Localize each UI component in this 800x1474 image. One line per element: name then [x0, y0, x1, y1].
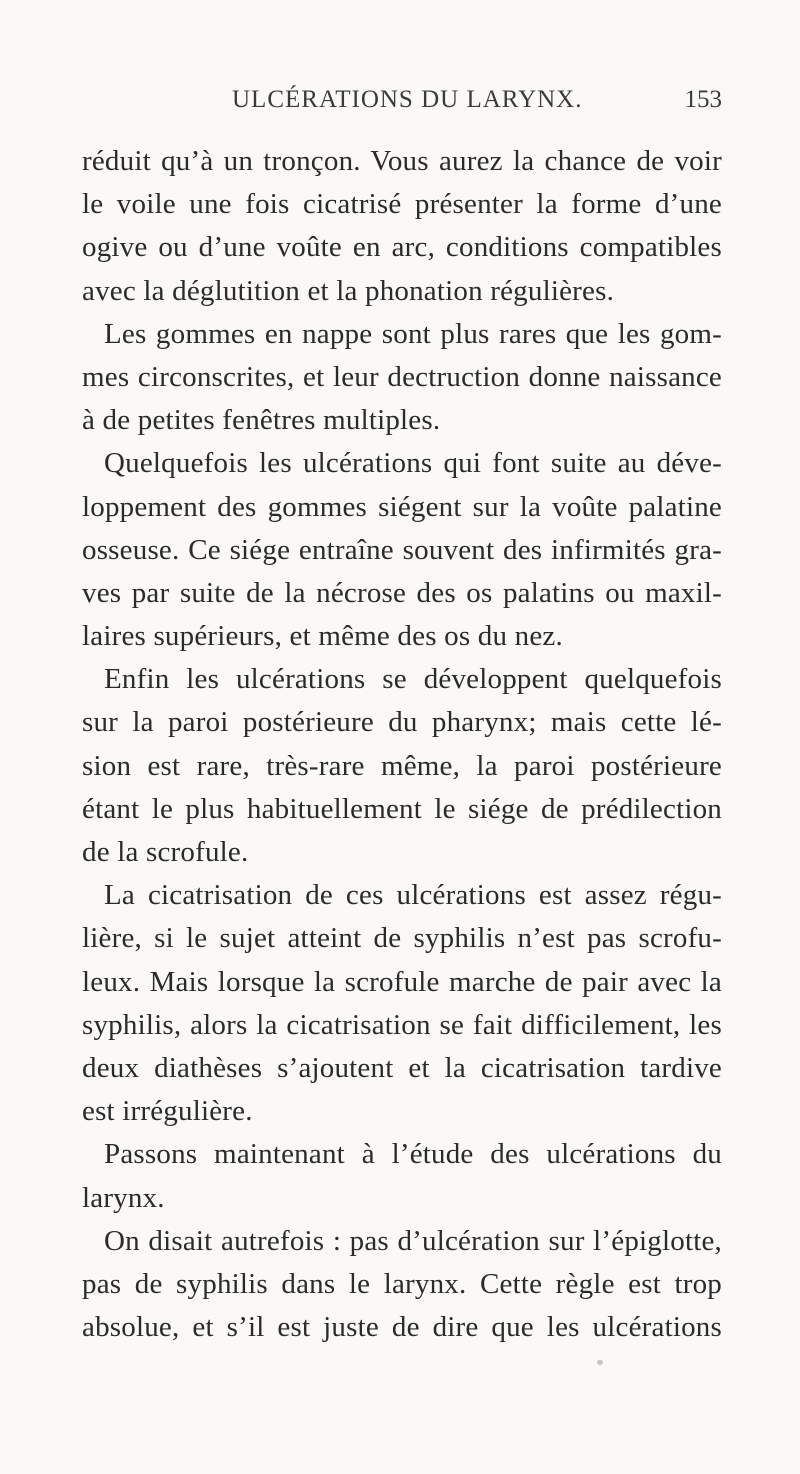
text-line: Quelquefois les ulcérations qui font suite au déve- — [104, 447, 722, 480]
text-line: Les gommes en nappe sont plus rares que les gom- — [104, 317, 722, 350]
text-line: Passons maintenant à l’étude des ulcérations du — [104, 1138, 722, 1171]
paper-speck — [597, 1360, 603, 1365]
page-number: 153 — [684, 86, 722, 113]
text-line: réduit qu’à un tronçon. Vous aurez la chance de voir — [82, 145, 722, 177]
text-line: mes circonscrites, et leur dectruction donne naissance — [82, 360, 722, 393]
text-line: le voile une fois cicatrisé présenter la forme d’une — [82, 188, 722, 221]
text-line: sion est rare, très-rare même, la paroi postérieure — [82, 749, 722, 782]
text-line: larynx. — [82, 1181, 165, 1214]
text-line: loppement des gommes siégent sur la voûte palatine — [82, 490, 722, 523]
text-line: Enfin les ulcérations se développent quelquefois — [104, 663, 722, 696]
running-title: ULCÉRATIONS DU LARYNX. — [232, 86, 583, 113]
text-line: à de petites fenêtres multiples. — [82, 404, 441, 437]
text-line: La cicatrisation de ces ulcérations est assez régu- — [104, 879, 722, 912]
text-line: de la scrofule. — [82, 836, 249, 868]
text-line: osseuse. Ce siége entraîne souvent des infirmités gra- — [82, 533, 722, 566]
text-line: pas de syphilis dans le larynx. Cette règle est trop — [82, 1267, 722, 1300]
text-line: étant le plus habituellement le siége de prédilection — [82, 792, 722, 825]
text-line: ogive ou d’une voûte en arc, conditions compatibles — [82, 231, 722, 264]
text-line: leux. Mais lorsque la scrofule marche de pair avec la — [82, 965, 722, 998]
text-line: absolue, et s’il est juste de dire que les ulcérations — [82, 1311, 722, 1344]
text-line: avec la déglutition et la phonation régulières. — [82, 274, 615, 307]
text-line: sur la paroi postérieure du pharynx; mais cette lé- — [82, 706, 722, 739]
page-header — [232, 86, 722, 126]
text-line: lière, si le sujet atteint de syphilis n’est pas scrofu- — [82, 922, 722, 955]
text-line: On disait autrefois : pas d’ulcération sur l’épiglotte, — [104, 1224, 722, 1257]
text-line: syphilis, alors la cicatrisation se fait difficilement, les — [82, 1008, 722, 1041]
text-line: est irrégulière. — [82, 1095, 253, 1128]
body-text — [82, 140, 722, 1349]
text-line: deux diathèses s’ajoutent et la cicatrisation tardive — [82, 1051, 722, 1084]
text-line: ves par suite de la nécrose des os palatins ou maxil- — [82, 576, 722, 609]
text-line: laires supérieurs, et même des os du nez. — [82, 620, 563, 653]
